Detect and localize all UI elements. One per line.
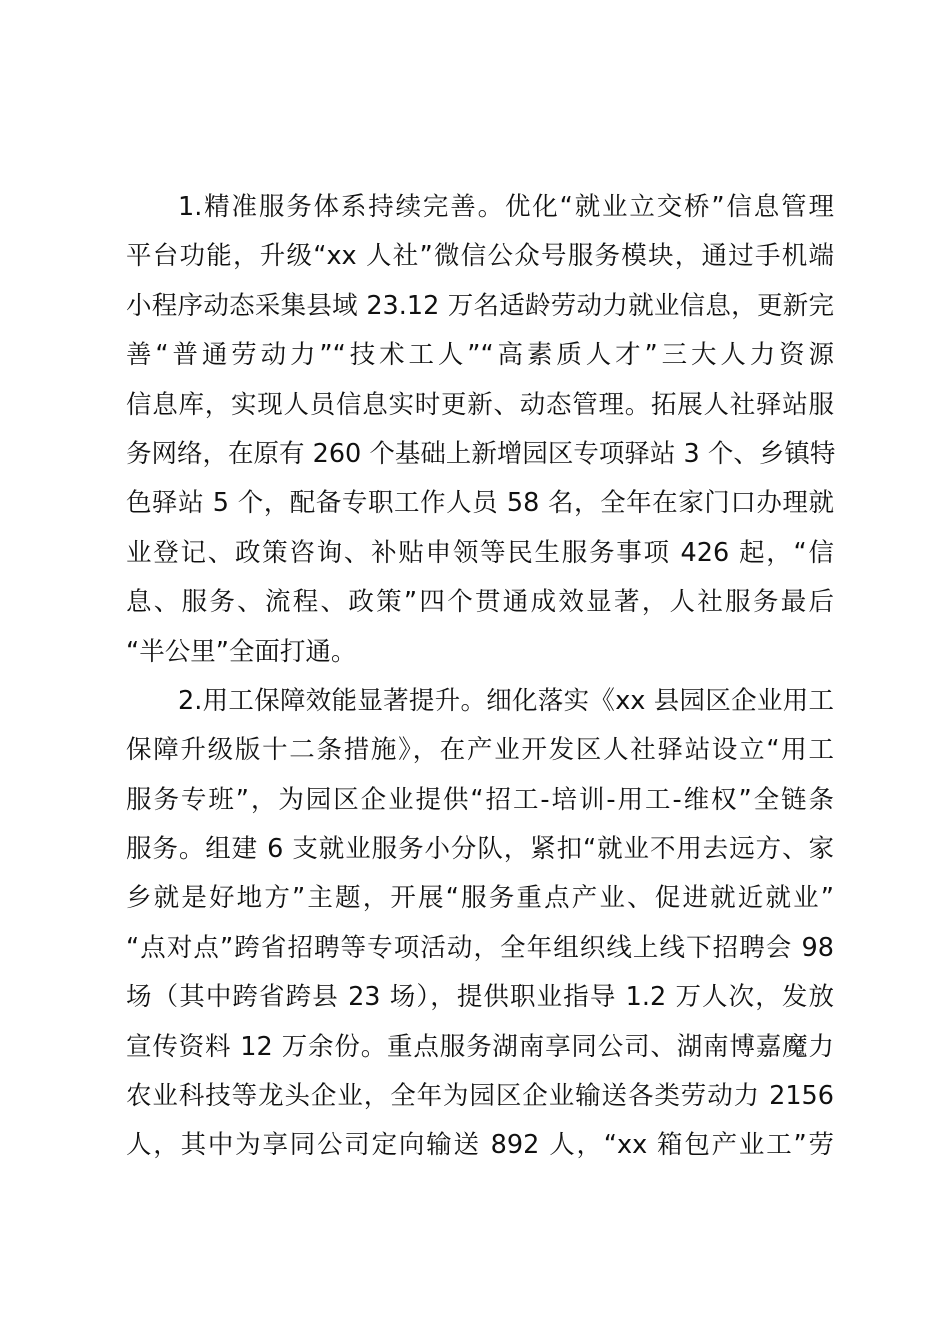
paragraph-2-employment-guarantee <box>126 677 834 1171</box>
text-line: 色驿站 5 个，配备专职工作人员 58 名，全年在家门口办理就 <box>126 488 834 519</box>
text-line: 乡就是好地方”主题，开展“服务重点产业、促进就近就业” <box>126 883 834 914</box>
document-body <box>126 183 834 1171</box>
text-line: 息、服务、流程、政策”四个贯通成效显著，人社服务最后 <box>126 587 834 618</box>
text-line: 保障升级版十二条措施》，在产业开发区人社驿站设立“用工 <box>126 735 834 766</box>
text-line: 服务。组建 6 支就业服务小分队，紧扣“就业不用去远方、家 <box>126 834 834 865</box>
text-line: 善“普通劳动力”“技术工人”“高素质人才”三大人力资源 <box>126 340 834 371</box>
text-line: 农业科技等龙头企业，全年为园区企业输送各类劳动力 2156 <box>126 1081 834 1112</box>
text-line: 1.精准服务体系持续完善。优化“就业立交桥”信息管理 <box>178 192 834 222</box>
text-line: 信息库，实现人员信息实时更新、动态管理。拓展人社驿站服 <box>126 389 834 420</box>
text-line: 务网络，在原有 260 个基础上新增园区专项驿站 3 个、乡镇特 <box>126 438 836 469</box>
text-line: “半公里”全面打通。 <box>126 636 357 667</box>
text-line: 2.用工保障效能显著提升。细化落实《xx 县园区企业用工 <box>178 685 834 716</box>
text-line: 人，其中为享同公司定向输送 892 人，“xx 箱包产业工”劳 <box>126 1130 834 1161</box>
text-line: 小程序动态采集县域 23.12 万名适龄劳动力就业信息，更新完 <box>126 290 834 321</box>
text-line: 服务专班”，为园区企业提供“招工-培训-用工-维权”全链条 <box>126 784 834 815</box>
paragraph-1-precise-service-system <box>126 183 834 677</box>
text-line: 宣传资料 12 万余份。重点服务湖南享同公司、湖南博嘉魔力 <box>126 1031 834 1062</box>
text-line: 业登记、政策咨询、补贴申领等民生服务事项 426 起，“信 <box>126 537 834 568</box>
text-line: 平台功能，升级“xx 人社”微信公众号服务模块，通过手机端 <box>126 241 834 272</box>
text-line: 场（其中跨省跨县 23 场），提供职业指导 1.2 万人次，发放 <box>126 982 834 1013</box>
text-line: “点对点”跨省招聘等专项活动，全年组织线上线下招聘会 98 <box>126 932 834 963</box>
